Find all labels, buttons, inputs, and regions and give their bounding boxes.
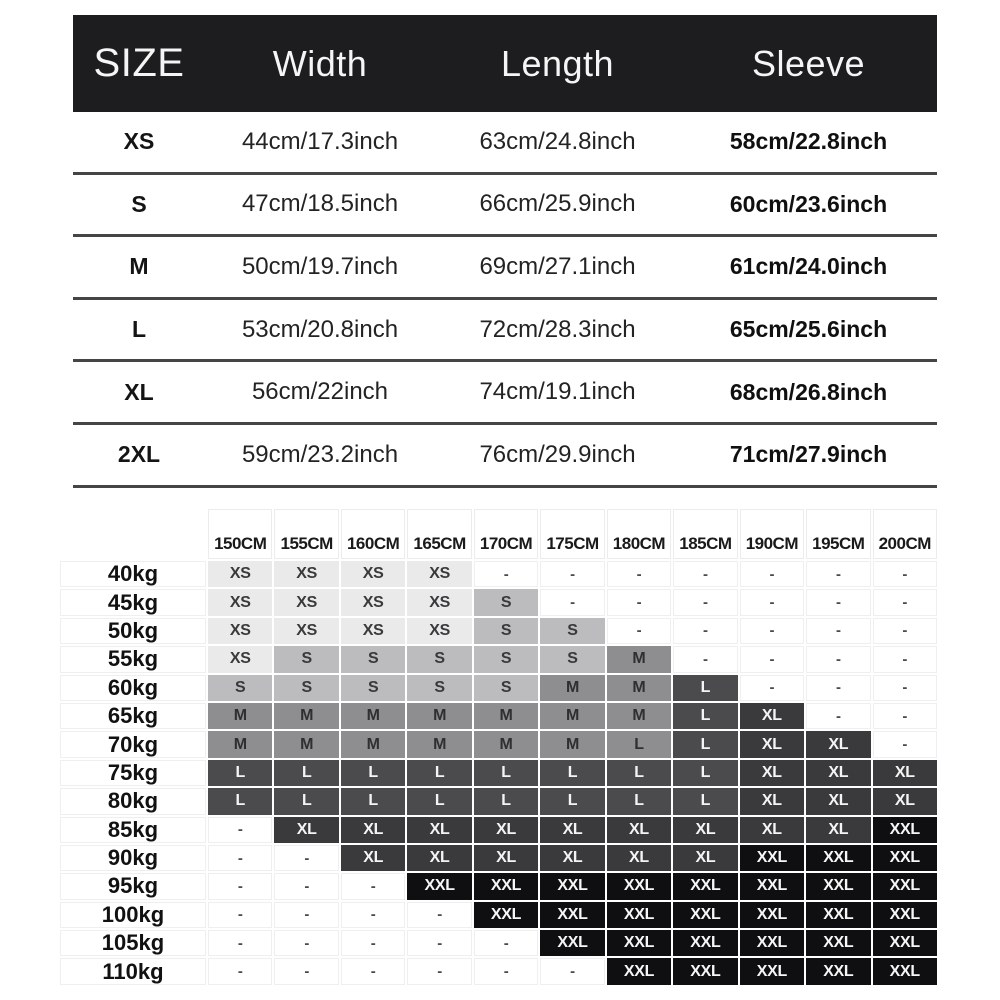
weight-row-header: 105kg	[60, 930, 206, 956]
sleeve-value: 60cm/23.6inch	[729, 190, 888, 217]
height-column-header: 190CM	[740, 509, 804, 559]
matrix-size-cell: L	[474, 788, 538, 814]
matrix-size-cell: L	[673, 731, 737, 757]
matrix-size-cell: XS	[407, 561, 471, 587]
weight-row-header: 60kg	[60, 675, 206, 701]
matrix-size-cell: XS	[274, 589, 338, 615]
matrix-size-cell: L	[208, 760, 272, 786]
matrix-size-cell: M	[407, 703, 471, 729]
matrix-empty-cell: -	[540, 589, 604, 615]
matrix-empty-cell: -	[208, 930, 272, 956]
matrix-size-cell: L	[673, 703, 737, 729]
measurement-row	[73, 237, 937, 300]
sleeve-value: 65cm/25.6inch	[729, 316, 888, 343]
measurement-row	[73, 112, 937, 175]
measurement-row	[73, 362, 937, 425]
matrix-size-cell: XXL	[806, 873, 870, 899]
matrix-empty-cell: -	[341, 930, 405, 956]
matrix-size-cell: XXL	[407, 873, 471, 899]
measurement-table	[73, 15, 937, 488]
matrix-size-cell: S	[540, 646, 604, 672]
matrix-size-cell: XL	[274, 817, 338, 843]
size-label: S	[131, 190, 147, 217]
matrix-empty-cell: -	[208, 902, 272, 928]
matrix-size-cell: XXL	[540, 902, 604, 928]
matrix-size-cell: M	[274, 703, 338, 729]
matrix-empty-cell: -	[341, 958, 405, 984]
height-column-header: 165CM	[407, 509, 471, 559]
matrix-size-cell: S	[474, 618, 538, 644]
width-value: 47cm/18.5inch	[241, 190, 399, 218]
matrix-size-cell: M	[607, 646, 671, 672]
matrix-size-cell: XXL	[540, 930, 604, 956]
matrix-size-cell: XXL	[806, 902, 870, 928]
matrix-empty-cell: -	[208, 845, 272, 871]
weight-row-header: 80kg	[60, 788, 206, 814]
weight-row-header: 55kg	[60, 646, 206, 672]
matrix-size-cell: M	[274, 731, 338, 757]
matrix-empty-cell: -	[540, 958, 604, 984]
sleeve-value: 68cm/26.8inch	[729, 378, 888, 405]
measurement-row	[73, 300, 937, 363]
matrix-empty-cell: -	[873, 731, 937, 757]
matrix-size-cell: XXL	[474, 902, 538, 928]
matrix-size-cell: XXL	[873, 873, 937, 899]
matrix-empty-cell: -	[806, 703, 870, 729]
matrix-empty-cell: -	[407, 930, 471, 956]
matrix-empty-cell: -	[474, 930, 538, 956]
matrix-size-cell: S	[274, 675, 338, 701]
matrix-size-cell: L	[474, 760, 538, 786]
matrix-size-cell: L	[274, 760, 338, 786]
matrix-size-cell: S	[540, 618, 604, 644]
matrix-empty-cell: -	[873, 675, 937, 701]
fit-matrix-table	[60, 509, 937, 985]
matrix-size-cell: XXL	[607, 902, 671, 928]
matrix-size-cell: XXL	[607, 958, 671, 984]
matrix-size-cell: XXL	[873, 817, 937, 843]
matrix-size-cell: XXL	[873, 930, 937, 956]
width-value: 59cm/23.2inch	[241, 440, 399, 468]
length-value: 76cm/29.9inch	[479, 440, 636, 468]
matrix-size-cell: XL	[806, 731, 870, 757]
height-column-header: 185CM	[673, 509, 737, 559]
matrix-empty-cell: -	[341, 902, 405, 928]
matrix-size-cell: XL	[341, 845, 405, 871]
matrix-size-cell: M	[607, 703, 671, 729]
matrix-empty-cell: -	[806, 646, 870, 672]
matrix-size-cell: XL	[740, 817, 804, 843]
matrix-empty-cell: -	[274, 930, 338, 956]
matrix-size-cell: XL	[740, 731, 804, 757]
matrix-size-cell: S	[474, 646, 538, 672]
matrix-size-cell: XS	[208, 646, 272, 672]
weight-row-header: 95kg	[60, 873, 206, 899]
matrix-size-cell: L	[673, 788, 737, 814]
matrix-size-cell: XXL	[540, 873, 604, 899]
matrix-size-cell: M	[407, 731, 471, 757]
matrix-size-cell: XL	[607, 817, 671, 843]
size-label: XS	[123, 128, 155, 155]
sleeve-value: 58cm/22.8inch	[729, 128, 888, 155]
width-value: 44cm/17.3inch	[241, 127, 399, 155]
weight-row-header: 90kg	[60, 845, 206, 871]
matrix-empty-cell: -	[474, 561, 538, 587]
matrix-corner-cell	[60, 509, 206, 559]
matrix-size-cell: XS	[208, 589, 272, 615]
matrix-empty-cell: -	[873, 589, 937, 615]
matrix-size-cell: M	[474, 731, 538, 757]
length-column-header: Length	[500, 42, 615, 84]
size-label: 2XL	[117, 441, 161, 468]
matrix-empty-cell: -	[740, 618, 804, 644]
matrix-size-cell: XXL	[873, 845, 937, 871]
matrix-empty-cell: -	[274, 873, 338, 899]
matrix-size-cell: XXL	[607, 873, 671, 899]
matrix-empty-cell: -	[474, 958, 538, 984]
matrix-size-cell: L	[274, 788, 338, 814]
matrix-empty-cell: -	[673, 561, 737, 587]
matrix-size-cell: L	[673, 760, 737, 786]
matrix-size-cell: XL	[474, 845, 538, 871]
weight-row-header: 70kg	[60, 731, 206, 757]
matrix-size-cell: XXL	[806, 930, 870, 956]
matrix-size-cell: XS	[407, 589, 471, 615]
matrix-size-cell: L	[673, 675, 737, 701]
matrix-size-cell: M	[341, 731, 405, 757]
matrix-size-cell: L	[407, 788, 471, 814]
matrix-empty-cell: -	[740, 561, 804, 587]
matrix-size-cell: XXL	[673, 873, 737, 899]
length-value: 69cm/27.1inch	[479, 252, 636, 280]
width-value: 56cm/22inch	[251, 378, 389, 406]
matrix-size-cell: XXL	[474, 873, 538, 899]
matrix-size-cell: L	[341, 760, 405, 786]
matrix-size-cell: XL	[540, 817, 604, 843]
matrix-empty-cell: -	[806, 618, 870, 644]
matrix-empty-cell: -	[407, 958, 471, 984]
weight-row-header: 45kg	[60, 589, 206, 615]
matrix-size-cell: XS	[274, 618, 338, 644]
matrix-size-cell: XXL	[740, 845, 804, 871]
matrix-size-cell: XXL	[673, 930, 737, 956]
matrix-size-cell: M	[540, 703, 604, 729]
matrix-empty-cell: -	[806, 589, 870, 615]
matrix-size-cell: S	[341, 675, 405, 701]
height-column-header: 160CM	[341, 509, 405, 559]
matrix-size-cell: L	[540, 788, 604, 814]
matrix-size-cell: XS	[208, 618, 272, 644]
matrix-empty-cell: -	[806, 561, 870, 587]
measurement-row	[73, 175, 937, 238]
matrix-empty-cell: -	[873, 561, 937, 587]
weight-row-header: 75kg	[60, 760, 206, 786]
matrix-size-cell: S	[474, 589, 538, 615]
matrix-size-cell: L	[607, 760, 671, 786]
matrix-size-cell: XXL	[673, 958, 737, 984]
weight-row-header: 50kg	[60, 618, 206, 644]
height-column-header: 195CM	[806, 509, 870, 559]
matrix-empty-cell: -	[673, 589, 737, 615]
matrix-empty-cell: -	[607, 561, 671, 587]
height-column-header: 155CM	[274, 509, 338, 559]
matrix-size-cell: XL	[873, 788, 937, 814]
matrix-size-cell: L	[607, 731, 671, 757]
matrix-size-cell: XXL	[740, 873, 804, 899]
matrix-empty-cell: -	[740, 589, 804, 615]
matrix-size-cell: XL	[341, 817, 405, 843]
matrix-size-cell: XL	[474, 817, 538, 843]
matrix-empty-cell: -	[873, 646, 937, 672]
weight-row-header: 65kg	[60, 703, 206, 729]
matrix-size-cell: XL	[673, 817, 737, 843]
matrix-size-cell: S	[407, 675, 471, 701]
weight-row-header: 40kg	[60, 561, 206, 587]
matrix-empty-cell: -	[873, 703, 937, 729]
matrix-size-cell: XL	[873, 760, 937, 786]
weight-row-header: 110kg	[60, 958, 206, 984]
matrix-empty-cell: -	[274, 902, 338, 928]
matrix-size-cell: XL	[806, 817, 870, 843]
matrix-size-cell: XXL	[673, 902, 737, 928]
matrix-size-cell: XXL	[806, 958, 870, 984]
measurement-row	[73, 425, 937, 488]
matrix-size-cell: XXL	[873, 958, 937, 984]
matrix-empty-cell: -	[806, 675, 870, 701]
matrix-size-cell: L	[341, 788, 405, 814]
matrix-size-cell: M	[341, 703, 405, 729]
length-value: 66cm/25.9inch	[479, 190, 636, 218]
matrix-size-cell: M	[540, 731, 604, 757]
matrix-empty-cell: -	[607, 589, 671, 615]
matrix-size-cell: XS	[407, 618, 471, 644]
matrix-size-cell: XL	[407, 845, 471, 871]
matrix-size-cell: S	[341, 646, 405, 672]
matrix-size-cell: XXL	[607, 930, 671, 956]
height-column-header: 175CM	[540, 509, 604, 559]
matrix-size-cell: XL	[607, 845, 671, 871]
weight-row-header: 85kg	[60, 817, 206, 843]
matrix-size-cell: XXL	[806, 845, 870, 871]
width-column-header: Width	[272, 42, 368, 84]
matrix-size-cell: XS	[341, 561, 405, 587]
weight-row-header: 100kg	[60, 902, 206, 928]
matrix-size-cell: XXL	[740, 930, 804, 956]
matrix-size-cell: XXL	[740, 902, 804, 928]
matrix-size-cell: XS	[208, 561, 272, 587]
height-column-header: 170CM	[474, 509, 538, 559]
matrix-size-cell: S	[407, 646, 471, 672]
height-column-header: 200CM	[873, 509, 937, 559]
matrix-size-cell: S	[274, 646, 338, 672]
matrix-empty-cell: -	[208, 817, 272, 843]
matrix-empty-cell: -	[208, 873, 272, 899]
matrix-empty-cell: -	[208, 958, 272, 984]
size-column-header: SIZE	[93, 41, 185, 85]
matrix-empty-cell: -	[673, 646, 737, 672]
matrix-size-cell: S	[208, 675, 272, 701]
sleeve-column-header: Sleeve	[751, 42, 866, 84]
matrix-size-cell: L	[540, 760, 604, 786]
matrix-size-cell: XS	[274, 561, 338, 587]
matrix-size-cell: L	[607, 788, 671, 814]
matrix-empty-cell: -	[607, 618, 671, 644]
matrix-size-cell: M	[607, 675, 671, 701]
measurement-table-body	[73, 112, 937, 488]
matrix-empty-cell: -	[341, 873, 405, 899]
matrix-size-cell: XL	[740, 703, 804, 729]
matrix-size-cell: XS	[341, 618, 405, 644]
matrix-empty-cell: -	[740, 675, 804, 701]
matrix-size-cell: L	[208, 788, 272, 814]
size-label: L	[131, 316, 147, 343]
width-value: 53cm/20.8inch	[241, 315, 399, 343]
matrix-empty-cell: -	[873, 618, 937, 644]
matrix-size-cell: XL	[806, 788, 870, 814]
matrix-size-cell: XXL	[873, 902, 937, 928]
matrix-empty-cell: -	[274, 958, 338, 984]
size-label: M	[129, 253, 149, 280]
matrix-size-cell: M	[540, 675, 604, 701]
matrix-empty-cell: -	[673, 618, 737, 644]
matrix-size-cell: XL	[806, 760, 870, 786]
length-value: 74cm/19.1inch	[479, 378, 636, 406]
matrix-size-cell: M	[208, 731, 272, 757]
matrix-empty-cell: -	[540, 561, 604, 587]
matrix-size-cell: M	[474, 703, 538, 729]
height-column-header: 150CM	[208, 509, 272, 559]
matrix-size-cell: S	[474, 675, 538, 701]
matrix-size-cell: XXL	[740, 958, 804, 984]
matrix-size-cell: XL	[673, 845, 737, 871]
sleeve-value: 71cm/27.9inch	[729, 441, 888, 468]
matrix-empty-cell: -	[740, 646, 804, 672]
measurement-table-header-row	[73, 15, 937, 112]
matrix-empty-cell: -	[274, 845, 338, 871]
size-label: XL	[124, 378, 154, 405]
matrix-size-cell: XS	[341, 589, 405, 615]
matrix-size-cell: XL	[740, 760, 804, 786]
length-value: 72cm/28.3inch	[479, 315, 636, 343]
matrix-size-cell: L	[407, 760, 471, 786]
matrix-size-cell: M	[208, 703, 272, 729]
matrix-size-cell: XL	[540, 845, 604, 871]
height-column-header: 180CM	[607, 509, 671, 559]
sleeve-value: 61cm/24.0inch	[729, 253, 888, 280]
width-value: 50cm/19.7inch	[241, 252, 399, 280]
matrix-empty-cell: -	[407, 902, 471, 928]
matrix-size-cell: XL	[407, 817, 471, 843]
length-value: 63cm/24.8inch	[479, 127, 636, 155]
matrix-size-cell: XL	[740, 788, 804, 814]
